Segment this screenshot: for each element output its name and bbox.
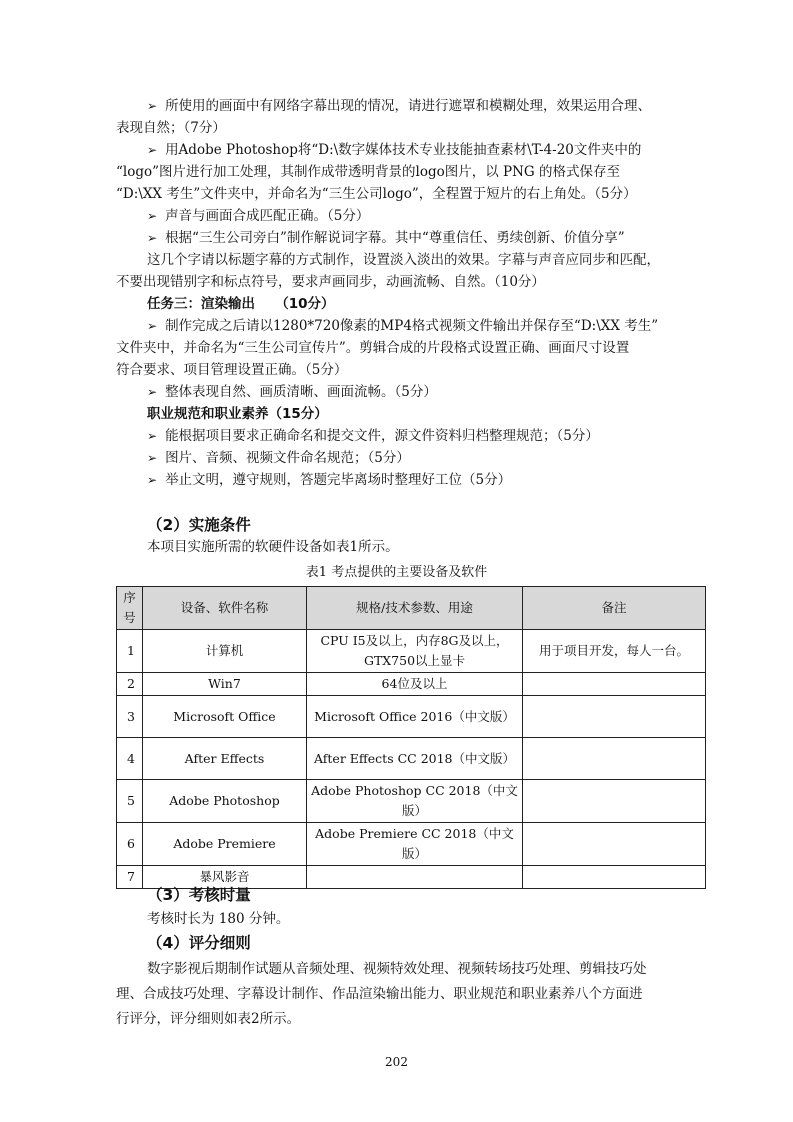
cell-name: Adobe Premiere — [143, 823, 307, 866]
section3-title: （3）考核时量 — [147, 886, 251, 904]
cell-index: 2 — [117, 673, 143, 696]
table1-caption: 表1 考点提供的主要设备及软件 — [305, 565, 488, 580]
section4-paragraph-line-1: 数字影视后期制作试题从音频处理、视频特效处理、视频转场技巧处理、剪辑技巧处 — [147, 961, 647, 977]
criterion-subtitles: ➢ 根据“三生公司旁白”制作解说词字幕。其中“尊重信任、勇续创新、价值分享” — [147, 227, 625, 249]
table-row — [117, 823, 706, 866]
table-row — [117, 696, 706, 738]
criterion-subtitles-cont-1: 这几个字请以标题字幕的方式制作，设置淡入淡出的效果。字幕与声音应同步和匹配， — [147, 252, 660, 268]
header-note: 备注 — [523, 587, 706, 630]
criterion-subtitles-cont-2: 不要出现错别字和标点符号，要求声画同步，动画流畅、自然。（10分） — [116, 274, 545, 290]
cell-index: 6 — [117, 823, 143, 866]
cell-note — [523, 673, 706, 696]
cell-index: 4 — [117, 738, 143, 780]
cell-name: Microsoft Office — [143, 696, 307, 738]
cell-note — [523, 866, 706, 889]
section4-title: （4）评分细则 — [147, 934, 251, 952]
professionalism-heading: 职业规范和职业素养（15分） — [147, 406, 328, 422]
cell-index: 7 — [117, 866, 143, 889]
section3-text: 考核时长为 180 分钟。 — [147, 911, 290, 927]
criterion-logo: ➢ 用Adobe Photoshop将“D:\数字媒体技术专业技能抽查素材\T-4-20文件夹中的 — [147, 139, 641, 161]
section4-paragraph-line-2: 理、合成技巧处理、字幕设计制作、作品渲染输出能力、职业规范和职业素养八个方面进 — [116, 986, 643, 1002]
criterion-logo-cont-2: “D:\XX 考生”文件夹中，并命名为“三生公司logo”，全程置于短片的右上角处。（5分） — [116, 186, 637, 202]
cell-name: Win7 — [143, 673, 307, 696]
cell-spec: 64位及以上 — [307, 673, 523, 696]
section2-intro: 本项目实施所需的软硬件设备如表1所示。 — [147, 539, 399, 555]
cell-spec: CPU I5及以上，内存8G及以上，GTX750以上显卡 — [307, 630, 523, 673]
cell-spec: After Effects CC 2018（中文版） — [307, 738, 523, 780]
page-number: 202 — [385, 1055, 408, 1069]
cell-index: 3 — [117, 696, 143, 738]
cell-index: 1 — [117, 630, 143, 673]
criterion-logo-cont-1: “logo”图片进行加工处理，其制作成带透明背景的logo图片，以 PNG 的格式保存至 — [116, 164, 620, 180]
cell-spec: Adobe Photoshop CC 2018（中文版） — [307, 780, 523, 823]
cell-name: After Effects — [143, 738, 307, 780]
section2-title: （2）实施条件 — [147, 516, 251, 534]
header-name: 设备、软件名称 — [143, 587, 307, 630]
criterion-conduct: ➢ 举止文明，遵守规则，答题完毕离场时整理好工位（5分） — [147, 469, 511, 491]
cell-name: Adobe Photoshop — [143, 780, 307, 823]
cell-spec: Microsoft Office 2016（中文版） — [307, 696, 523, 738]
criterion-render-cont-2: 符合要求、项目管理设置正确。（5分） — [116, 362, 348, 378]
table-header-row — [117, 587, 706, 630]
cell-spec — [307, 866, 523, 889]
cell-note: 用于项目开发，每人一台。 — [523, 630, 706, 673]
cell-note — [523, 780, 706, 823]
criterion-overall: ➢ 整体表现自然、画质清晰、画面流畅。（5分） — [147, 381, 437, 403]
cell-name: 暴风影音 — [143, 866, 307, 889]
criterion-mask-blur-cont: 表现自然；（7分） — [116, 120, 226, 136]
criterion-naming: ➢ 能根据项目要求正确命名和提交文件，源文件资料归档整理规范；（5分） — [147, 425, 599, 447]
cell-index: 5 — [117, 780, 143, 823]
cell-spec: Adobe Premiere CC 2018（中文版） — [307, 823, 523, 866]
criterion-audio-sync: ➢ 声音与画面合成匹配正确。（5分） — [147, 205, 369, 227]
table-row — [117, 738, 706, 780]
criterion-render: ➢ 制作完成之后请以1280*720像素的MP4格式视频文件输出并保存至“D:\XX 考生” — [147, 315, 658, 337]
header-spec: 规格/技术参数、用途 — [307, 587, 523, 630]
table-row — [117, 673, 706, 696]
section4-paragraph-line-3: 行评分，评分细则如表2所示。 — [116, 1011, 301, 1027]
header-index: 序号 — [117, 587, 143, 630]
cell-note — [523, 738, 706, 780]
criterion-mask-blur: ➢ 所使用的画面中有网络字幕出现的情况，请进行遮罩和模糊处理，效果运用合理、 — [147, 95, 651, 117]
criterion-render-cont-1: 文件夹中，并命名为“三生公司宣传片”。剪辑合成的片段格式设置正确、画面尺寸设置 — [116, 340, 630, 356]
table-row — [117, 630, 706, 673]
cell-note — [523, 823, 706, 866]
table-row — [117, 780, 706, 823]
cell-note — [523, 696, 706, 738]
task3-heading: 任务三：渲染输出 （10分） — [147, 296, 335, 312]
equipment-table — [116, 586, 706, 889]
criterion-file-naming: ➢ 图片、音频、视频文件命名规范；（5分） — [147, 447, 410, 469]
cell-name: 计算机 — [143, 630, 307, 673]
